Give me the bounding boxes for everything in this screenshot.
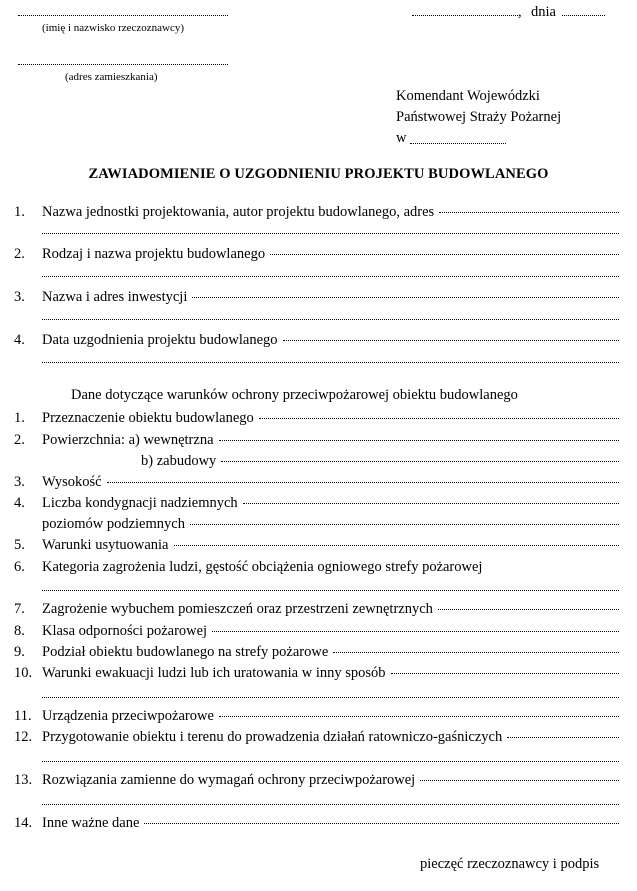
row-label: Rodzaj i nazwa projektu budowlanego — [42, 246, 266, 262]
form-row — [14, 410, 619, 430]
row-number: 13. — [14, 772, 33, 788]
row-field[interactable] — [174, 545, 620, 546]
row-field[interactable] — [221, 461, 619, 462]
row-field[interactable] — [259, 418, 619, 419]
continuation-field[interactable] — [42, 276, 619, 277]
row-label: Urządzenia przeciwpożarowe — [42, 708, 214, 724]
row-field[interactable] — [144, 823, 619, 824]
address-field-line[interactable] — [18, 64, 228, 65]
row-number: 2. — [14, 432, 25, 448]
form-row — [14, 332, 619, 352]
name-field-line[interactable] — [18, 15, 228, 16]
form-row — [14, 665, 619, 685]
row-number: 5. — [14, 537, 25, 553]
date-label: dnia — [531, 4, 556, 20]
addressee-line-3: w — [396, 130, 407, 146]
row-label: poziomów podziemnych — [42, 516, 185, 532]
row-field[interactable] — [439, 212, 619, 213]
row-label: Nazwa i adres inwestycji — [42, 289, 188, 305]
row-number: 14. — [14, 815, 33, 831]
addressee-city-field-line[interactable] — [410, 143, 506, 144]
row-field[interactable] — [219, 440, 619, 441]
row-number: 7. — [14, 601, 25, 617]
row-label: Kategoria zagrożenia ludzi, gęstość obciążenia ogniowego strefy pożarowej — [42, 559, 483, 575]
page-title: ZAWIADOMIENIE O UZGODNIENIU PROJEKTU BUDOWLANEGO — [88, 166, 549, 182]
row-label: Warunki usytuowania — [42, 537, 169, 553]
form-row — [42, 516, 619, 536]
row-field[interactable] — [438, 609, 619, 610]
form-row — [14, 815, 619, 835]
row-number: 8. — [14, 623, 25, 639]
date-comma: , — [518, 4, 522, 20]
form-row — [14, 559, 619, 579]
row-label: Inne ważne dane — [42, 815, 140, 831]
continuation-field[interactable] — [42, 697, 619, 698]
row-number: 10. — [14, 665, 33, 681]
continuation-field[interactable] — [42, 362, 619, 363]
row-number: 3. — [14, 474, 25, 490]
row-field[interactable] — [219, 716, 619, 717]
name-caption: (imię i nazwisko rzeczoznawcy) — [42, 22, 185, 34]
date-place-field-line[interactable] — [412, 15, 518, 16]
row-field[interactable] — [190, 524, 619, 525]
row-label: Zagrożenie wybuchem pomieszczeń oraz przestrzeni zewnętrznych — [42, 601, 433, 617]
row-label: Warunki ewakuacji ludzi lub ich uratowania w inny sposób — [42, 665, 386, 681]
continuation-field[interactable] — [42, 590, 619, 591]
row-label: Klasa odporności pożarowej — [42, 623, 208, 639]
row-field[interactable] — [283, 340, 619, 341]
continuation-field[interactable] — [42, 233, 619, 234]
row-number: 9. — [14, 644, 25, 660]
row-number: 6. — [14, 559, 25, 575]
row-number: 1. — [14, 204, 25, 220]
row-field[interactable] — [243, 503, 619, 504]
row-field[interactable] — [270, 254, 619, 255]
section-heading: Dane dotyczące warunków ochrony przeciwpożarowej obiektu budowlanego — [71, 387, 518, 403]
row-number: 1. — [14, 410, 25, 426]
form-row — [14, 474, 619, 494]
row-label: Liczba kondygnacji nadziemnych — [42, 495, 238, 511]
form-row — [14, 623, 619, 643]
row-number: 4. — [14, 495, 25, 511]
form-row — [14, 204, 619, 224]
row-field[interactable] — [212, 631, 619, 632]
date-field-line[interactable] — [562, 15, 605, 16]
row-field[interactable] — [107, 482, 619, 483]
row-number: 3. — [14, 289, 25, 305]
addressee-line-1: Komendant Wojewódzki — [396, 88, 540, 104]
row-label: b) zabudowy — [141, 453, 217, 469]
row-field[interactable] — [192, 297, 619, 298]
form-row — [14, 246, 619, 266]
addressee-line-2: Państwowej Straży Pożarnej — [396, 109, 562, 125]
row-label: Nazwa jednostki projektowania, autor projektu budowlanego, adres — [42, 204, 435, 220]
form-row — [14, 644, 619, 664]
continuation-field[interactable] — [42, 804, 619, 805]
row-label: Podział obiektu budowlanego na strefy pożarowe — [42, 644, 329, 660]
form-row — [141, 453, 619, 473]
row-label: Data uzgodnienia projektu budowlanego — [42, 332, 278, 348]
address-caption: (adres zamieszkania) — [65, 71, 158, 83]
row-label: Wysokość — [42, 474, 102, 490]
row-number: 12. — [14, 729, 33, 745]
form-row — [14, 495, 619, 515]
continuation-field[interactable] — [42, 761, 619, 762]
row-field[interactable] — [391, 673, 619, 674]
form-row — [14, 432, 619, 452]
row-label: Przeznaczenie obiektu budowlanego — [42, 410, 254, 426]
row-number: 11. — [14, 708, 32, 724]
row-field[interactable] — [333, 652, 619, 653]
form-row — [14, 708, 619, 728]
row-label: Przygotowanie obiektu i terenu do prowadzenia działań ratowniczo-gaśniczych — [42, 729, 503, 745]
form-row — [14, 601, 619, 621]
row-label: Powierzchnia: a) wewnętrzna — [42, 432, 214, 448]
form-row — [14, 537, 619, 557]
row-number: 2. — [14, 246, 25, 262]
form-row — [14, 772, 619, 792]
row-field[interactable] — [420, 780, 619, 781]
row-number: 4. — [14, 332, 25, 348]
row-field[interactable] — [507, 737, 619, 738]
row-label: Rozwiązania zamienne do wymagań ochrony przeciwpożarowej — [42, 772, 416, 788]
form-row — [14, 729, 619, 749]
continuation-field[interactable] — [42, 319, 619, 320]
form-row — [14, 289, 619, 309]
signature-caption: pieczęć rzeczoznawcy i podpis — [420, 856, 600, 872]
